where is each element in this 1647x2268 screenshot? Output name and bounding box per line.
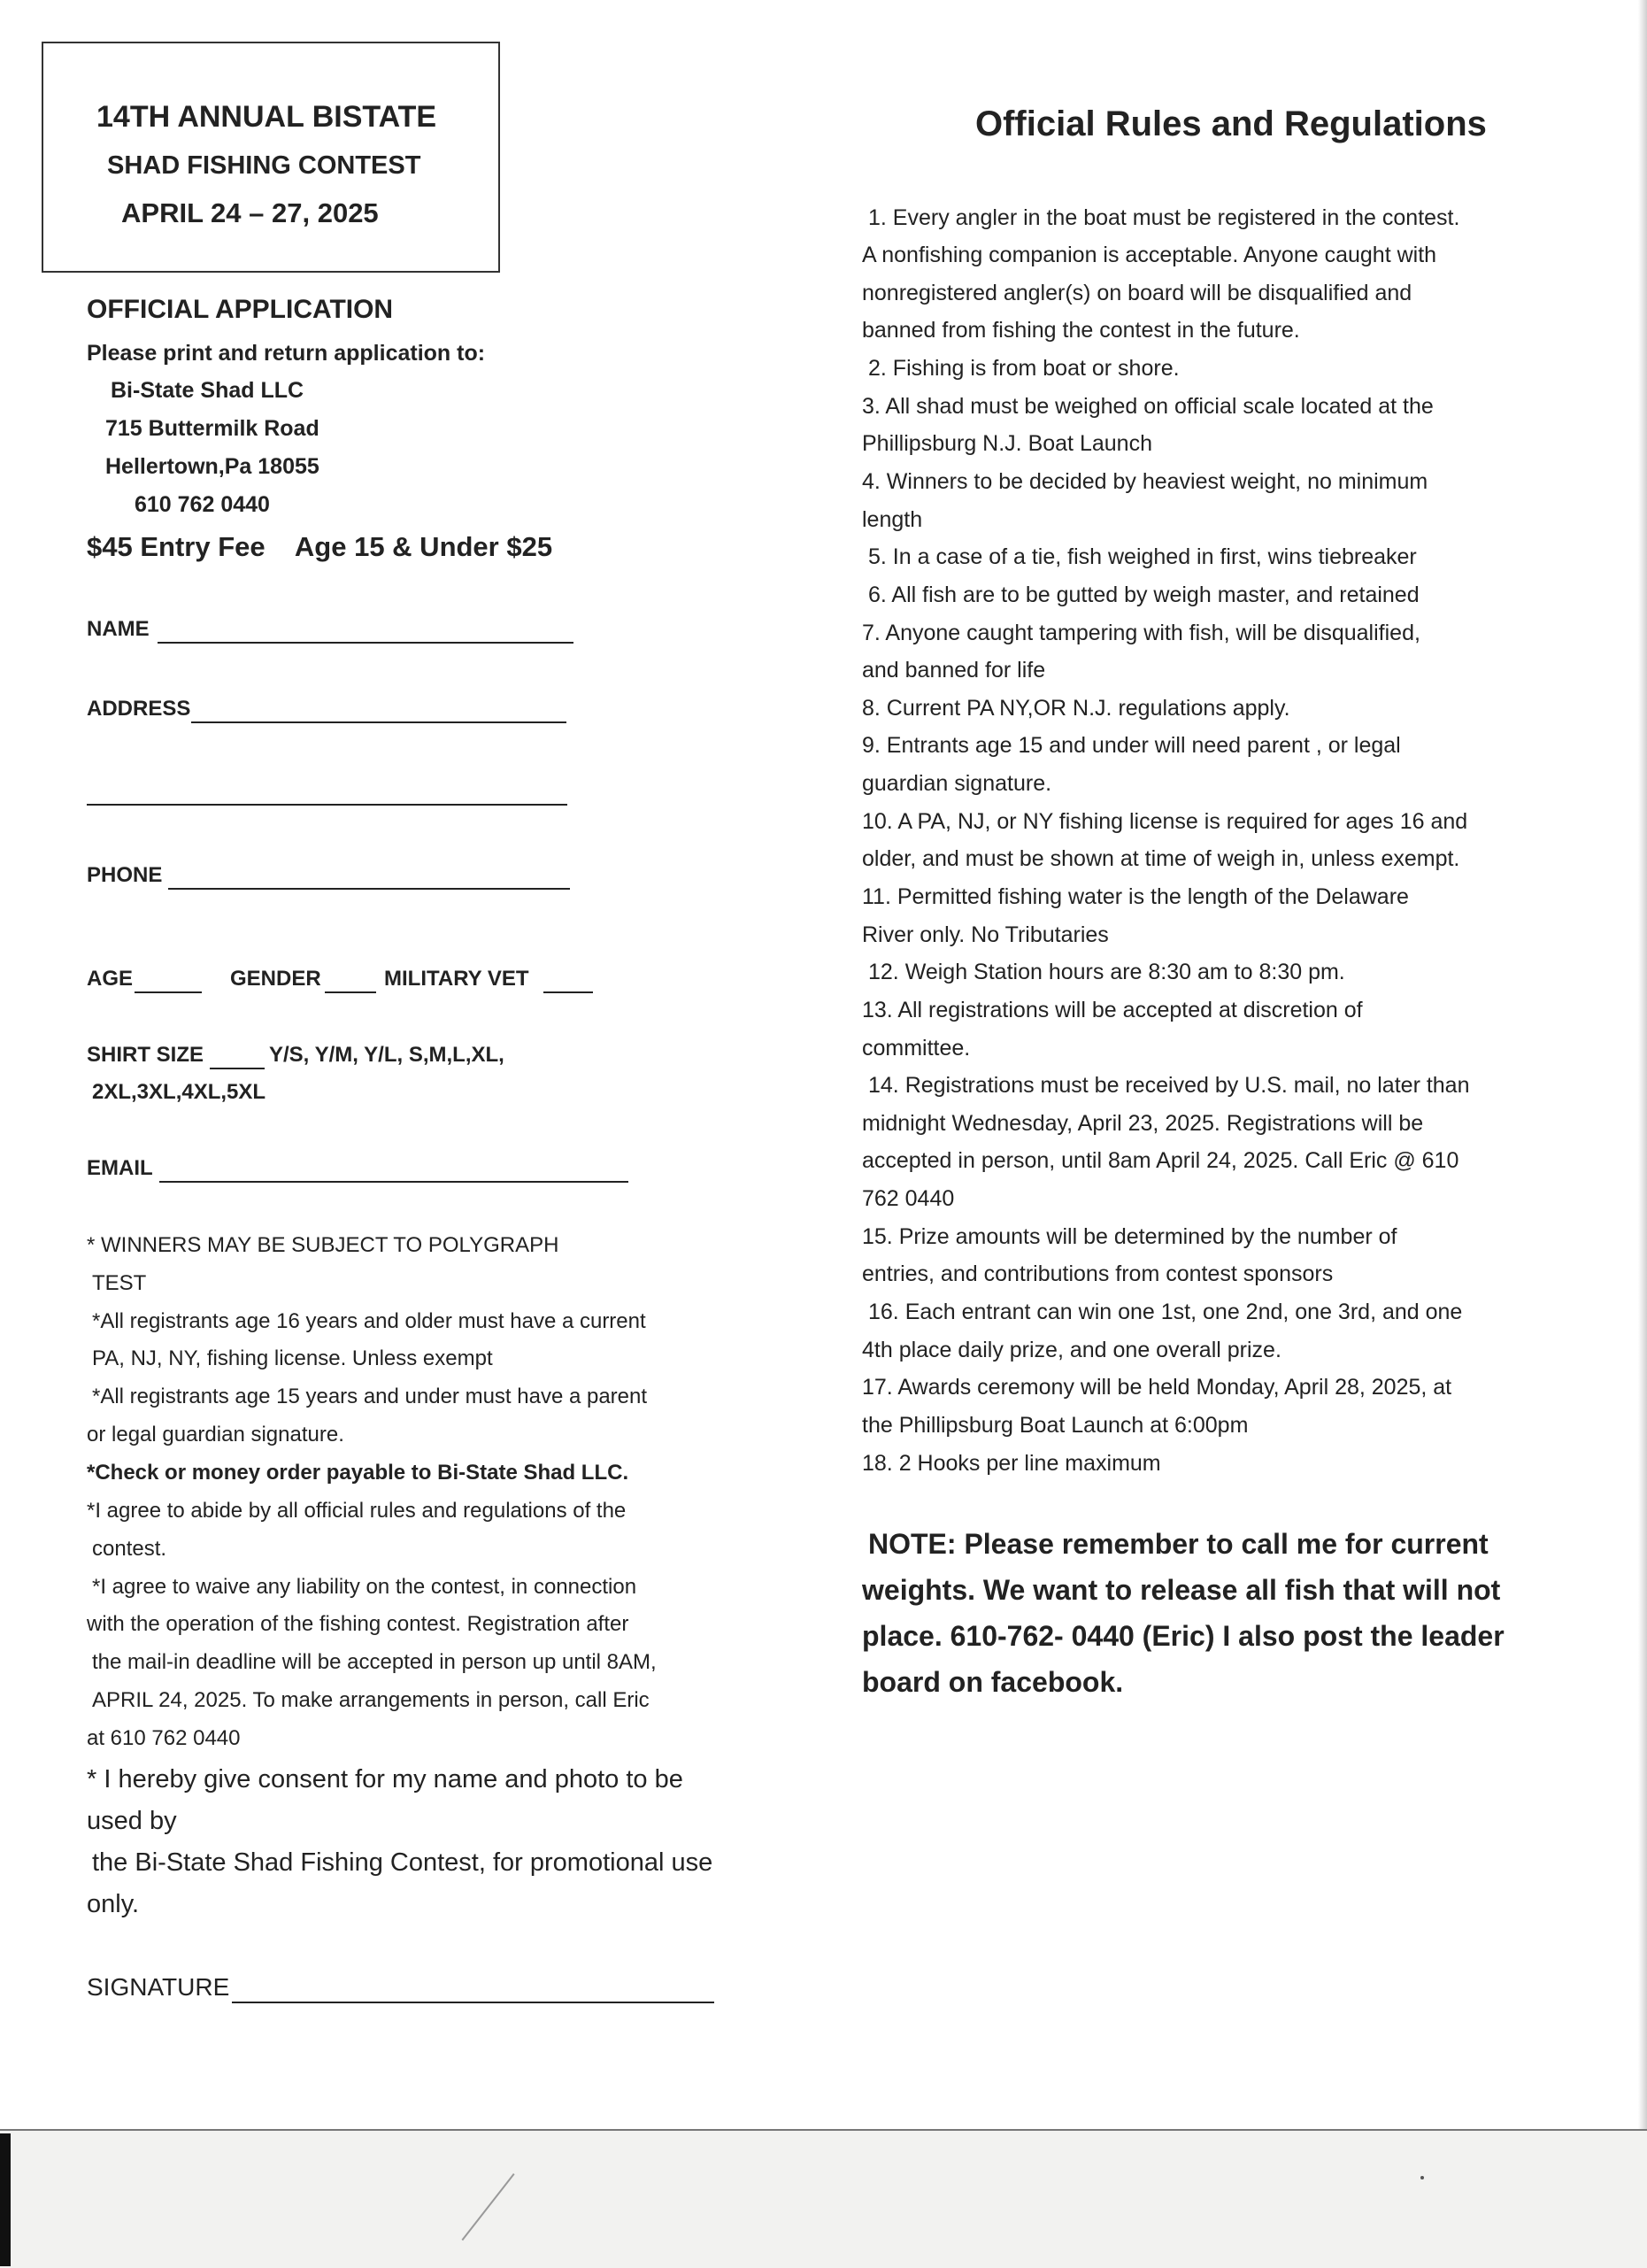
rule-line: 7. Anyone caught tampering with fish, will be disqualified,	[862, 621, 1420, 645]
terms-line: or legal guardian signature.	[87, 1423, 344, 1446]
contest-title-line1: 14TH ANNUAL BISTATE	[96, 100, 437, 134]
contest-title-box	[42, 42, 500, 273]
rule-line: A nonfishing companion is acceptable. Anyone caught with	[862, 243, 1437, 267]
name-label: NAME	[87, 617, 150, 641]
rule-line: length	[862, 507, 923, 532]
address-street: 715 Buttermilk Road	[105, 416, 319, 441]
address-city: Hellertown,Pa 18055	[105, 454, 319, 479]
rule-line: committee.	[862, 1036, 971, 1061]
rule-line: accepted in person, until 8am April 24, 2025. Call Eric @ 610	[862, 1148, 1459, 1173]
terms-line: *I agree to abide by all official rules and regulations of the	[87, 1499, 627, 1523]
rule-line: Phillipsburg N.J. Boat Launch	[862, 431, 1152, 456]
return-instruction: Please print and return application to:	[87, 341, 486, 366]
rule-line: the Phillipsburg Boat Launch at 6:00pm	[862, 1413, 1249, 1438]
phone-field[interactable]	[168, 888, 570, 890]
scan-artifact	[1420, 2176, 1424, 2179]
terms-line-consent: used by	[87, 1807, 177, 1835]
address-field-line2[interactable]	[87, 804, 567, 806]
rule-line: midnight Wednesday, April 23, 2025. Registrations will be	[862, 1111, 1424, 1136]
email-label: EMAIL	[87, 1156, 153, 1180]
terms-line-consent: the Bi-State Shad Fishing Contest, for promotional use	[92, 1848, 713, 1877]
terms-line: APRIL 24, 2025. To make arrangements in person, call Eric	[92, 1688, 650, 1712]
rule-line: nonregistered angler(s) on board will be disqualified and	[862, 281, 1412, 305]
rule-line: 16. Each entrant can win one 1st, one 2nd, one 3rd, and one	[868, 1300, 1463, 1324]
shirt-size-label: SHIRT SIZE	[87, 1043, 204, 1067]
contest-title-line2: SHAD FISHING CONTEST	[107, 151, 421, 180]
rule-line: 9. Entrants age 15 and under will need parent , or legal	[862, 733, 1401, 758]
note-line: weights. We want to release all fish that will not	[862, 1574, 1501, 1606]
note-line: board on facebook.	[862, 1666, 1124, 1698]
rule-line: 2. Fishing is from boat or shore.	[868, 356, 1180, 381]
rule-line: 10. A PA, NJ, or NY fishing license is required for ages 16 and	[862, 809, 1468, 834]
phone-label: PHONE	[87, 863, 163, 887]
scan-edge-shadow	[1638, 0, 1647, 2129]
rule-line: 762 0440	[862, 1186, 955, 1211]
rule-line: guardian signature.	[862, 771, 1052, 796]
terms-line: PA, NJ, NY, fishing license. Unless exempt	[92, 1346, 493, 1370]
terms-line: * WINNERS MAY BE SUBJECT TO POLYGRAPH	[87, 1233, 559, 1257]
rule-line: 18. 2 Hooks per line maximum	[862, 1451, 1161, 1476]
terms-line-payment: *Check or money order payable to Bi-State Shad LLC.	[87, 1461, 629, 1485]
rule-line: 17. Awards ceremony will be held Monday, April 28, 2025, at	[862, 1375, 1452, 1400]
signature-label: SIGNATURE	[87, 1973, 230, 2001]
terms-line: *All registrants age 15 years and under must have a parent	[92, 1385, 648, 1408]
rule-line: 12. Weigh Station hours are 8:30 am to 8:30 pm.	[868, 960, 1345, 984]
rule-line: older, and must be shown at time of weigh in, unless exempt.	[862, 846, 1460, 871]
rule-line: 4th place daily prize, and one overall prize.	[862, 1338, 1281, 1362]
terms-line: *All registrants age 16 years and older must have a current	[92, 1309, 646, 1333]
terms-line: with the operation of the fishing contest. Registration after	[87, 1612, 629, 1636]
terms-line: TEST	[92, 1271, 147, 1295]
age-field[interactable]	[135, 991, 202, 993]
contest-dates: APRIL 24 – 27, 2025	[121, 197, 379, 228]
terms-line-consent: * I hereby give consent for my name and photo to be	[87, 1765, 683, 1794]
age-label: AGE	[87, 967, 134, 991]
terms-line: the mail-in deadline will be accepted in person up until 8AM,	[92, 1650, 657, 1674]
address-label: ADDRESS	[87, 697, 191, 721]
scanner-bed	[0, 2129, 1647, 2268]
rule-line: 3. All shad must be weighed on official scale located at the	[862, 394, 1434, 419]
shirt-size-field[interactable]	[210, 1068, 265, 1069]
entry-fee: $45 Entry Fee Age 15 & Under $25	[87, 531, 553, 562]
rule-line: entries, and contributions from contest sponsors	[862, 1261, 1334, 1286]
gender-field[interactable]	[325, 991, 376, 993]
rule-line: banned from fishing the contest in the future.	[862, 318, 1300, 343]
address-company: Bi-State Shad LLC	[111, 378, 304, 403]
application-heading: OFFICIAL APPLICATION	[87, 295, 394, 324]
gender-label: GENDER	[230, 967, 321, 991]
terms-line: *I agree to waive any liability on the contest, in connection	[92, 1575, 637, 1599]
rule-line: 6. All fish are to be gutted by weigh master, and retained	[868, 582, 1420, 607]
address-field[interactable]	[191, 721, 566, 723]
rules-heading: Official Rules and Regulations	[975, 104, 1487, 143]
terms-line: at 610 762 0440	[87, 1726, 241, 1750]
scan-edge-dark	[0, 2133, 11, 2266]
rule-line: 15. Prize amounts will be determined by the number of	[862, 1224, 1397, 1249]
rule-line: River only. No Tributaries	[862, 922, 1109, 947]
rule-line: 11. Permitted fishing water is the length of the Delaware	[862, 884, 1409, 909]
email-field[interactable]	[159, 1181, 628, 1183]
rule-line: 8. Current PA NY,OR N.J. regulations apply.	[862, 696, 1290, 721]
rule-line: 4. Winners to be decided by heaviest weight, no minimum	[862, 469, 1428, 494]
rule-line: 14. Registrations must be received by U.S. mail, no later than	[868, 1073, 1470, 1098]
signature-field[interactable]	[232, 2002, 714, 2003]
address-phone: 610 762 0440	[135, 492, 270, 517]
note-line: NOTE: Please remember to call me for current	[868, 1528, 1489, 1560]
rule-line: 1. Every angler in the boat must be registered in the contest.	[868, 205, 1460, 230]
shirt-size-options-extended: 2XL,3XL,4XL,5XL	[92, 1080, 266, 1104]
shirt-size-options: Y/S, Y/M, Y/L, S,M,L,XL,	[269, 1043, 504, 1067]
rule-line: and banned for life	[862, 658, 1046, 683]
military-vet-field[interactable]	[543, 991, 593, 993]
rule-line: 5. In a case of a tie, fish weighed in first, wins tiebreaker	[868, 544, 1417, 569]
terms-line: contest.	[92, 1537, 167, 1561]
terms-line-consent: only.	[87, 1890, 140, 1918]
note-line: place. 610-762- 0440 (Eric) I also post the leader	[862, 1620, 1505, 1652]
military-vet-label: MILITARY VET	[384, 967, 529, 991]
name-field[interactable]	[158, 642, 573, 644]
rule-line: 13. All registrations will be accepted at discretion of	[862, 998, 1363, 1022]
